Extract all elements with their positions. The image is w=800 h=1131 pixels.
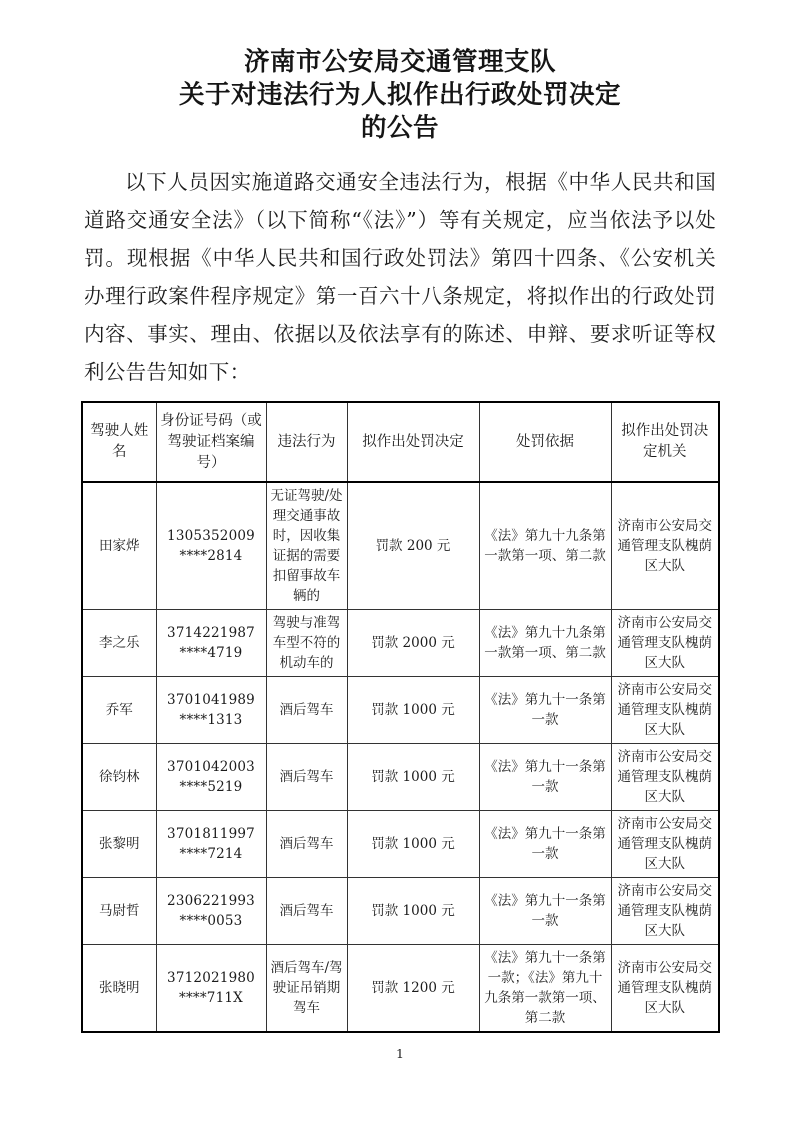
cell-organ: 济南市公安局交通管理支队槐荫区大队 bbox=[611, 677, 719, 744]
column-header-basis: 处罚依据 bbox=[479, 402, 611, 482]
cell-name: 马尉哲 bbox=[82, 878, 156, 945]
table-row bbox=[82, 878, 719, 945]
table-row bbox=[82, 945, 719, 1033]
cell-violation: 酒后驾车 bbox=[266, 811, 347, 878]
cell-organ: 济南市公安局交通管理支队槐荫区大队 bbox=[611, 945, 719, 1033]
table-row bbox=[82, 610, 719, 677]
document-title bbox=[0, 0, 800, 145]
cell-id-part1: 3701811997 bbox=[167, 826, 255, 842]
cell-id bbox=[156, 878, 266, 945]
violations-table bbox=[81, 401, 720, 1033]
cell-violation: 酒后驾车 bbox=[266, 878, 347, 945]
cell-basis: 《法》第九十一条第一款 bbox=[479, 878, 611, 945]
cell-name: 田家烨 bbox=[82, 482, 156, 610]
table-row bbox=[82, 744, 719, 811]
cell-id-part1: 1305352009 bbox=[167, 528, 255, 544]
cell-organ: 济南市公安局交通管理支队槐荫区大队 bbox=[611, 744, 719, 811]
cell-violation: 酒后驾车 bbox=[266, 677, 347, 744]
cell-decision: 罚款 1200 元 bbox=[347, 945, 479, 1033]
cell-decision: 罚款 1000 元 bbox=[347, 744, 479, 811]
cell-id bbox=[156, 811, 266, 878]
cell-id-part2: ****4719 bbox=[179, 645, 243, 661]
cell-name: 张晓明 bbox=[82, 945, 156, 1033]
table-row bbox=[82, 811, 719, 878]
page-number: 1 bbox=[396, 1046, 404, 1061]
table-row bbox=[82, 482, 719, 610]
cell-id-part2: ****1313 bbox=[179, 712, 243, 728]
table-body bbox=[82, 482, 719, 1032]
cell-id-part2: ****711X bbox=[179, 990, 243, 1006]
cell-id-part1: 2306221993 bbox=[167, 893, 255, 909]
table-header bbox=[82, 402, 719, 482]
body-paragraph: 以下人员因实施道路交通安全违法行为，根据《中华人民共和国道路交通安全法》（以下简称“《法》”）等有关规定，应当依法予以处罚。现根据《中华人民共和国行政处罚法》第四十四条、《公安机关办理行政案件程序规定》第一百六十八条规定，将拟作出的行政处罚内容、事实、理由、依据以及依法享有的陈述、申辩、要求听证等权利公告告知如下： bbox=[84, 170, 716, 384]
violations-table-wrapper bbox=[81, 401, 718, 1033]
cell-violation: 无证驾驶/处理交通事故时，因收集证据的需要扣留事故车辆的 bbox=[266, 482, 347, 610]
cell-id bbox=[156, 482, 266, 610]
cell-decision: 罚款 1000 元 bbox=[347, 677, 479, 744]
cell-id-part1: 3714221987 bbox=[167, 625, 255, 641]
cell-id-part2: ****0053 bbox=[179, 913, 243, 929]
column-header-organ: 拟作出处罚决定机关 bbox=[611, 402, 719, 482]
cell-organ: 济南市公安局交通管理支队槐荫区大队 bbox=[611, 610, 719, 677]
cell-basis: 《法》第九十一条第一款 bbox=[479, 811, 611, 878]
table-row bbox=[82, 677, 719, 744]
cell-violation: 酒后驾车 bbox=[266, 744, 347, 811]
table-header-row bbox=[82, 402, 719, 482]
cell-organ: 济南市公安局交通管理支队槐荫区大队 bbox=[611, 811, 719, 878]
cell-id bbox=[156, 677, 266, 744]
cell-organ: 济南市公安局交通管理支队槐荫区大队 bbox=[611, 878, 719, 945]
cell-name: 李之乐 bbox=[82, 610, 156, 677]
cell-id-part2: ****5219 bbox=[179, 779, 243, 795]
cell-decision: 罚款 2000 元 bbox=[347, 610, 479, 677]
cell-id-part2: ****2814 bbox=[179, 548, 243, 564]
cell-basis: 《法》第九十一条第一款 bbox=[479, 677, 611, 744]
cell-id-part1: 3701041989 bbox=[167, 692, 255, 708]
cell-basis: 《法》第九十九条第一款第一项、第二款 bbox=[479, 610, 611, 677]
cell-name: 张黎明 bbox=[82, 811, 156, 878]
cell-name: 乔军 bbox=[82, 677, 156, 744]
cell-violation: 驾驶与准驾车型不符的机动车的 bbox=[266, 610, 347, 677]
cell-violation: 酒后驾车/驾驶证吊销期驾车 bbox=[266, 945, 347, 1033]
cell-decision: 罚款 1000 元 bbox=[347, 878, 479, 945]
cell-id-part2: ****7214 bbox=[179, 846, 243, 862]
column-header-violation: 违法行为 bbox=[266, 402, 347, 482]
column-header-name: 驾驶人姓名 bbox=[82, 402, 156, 482]
title-line-3: 的公告 bbox=[360, 113, 439, 143]
column-header-decision: 拟作出处罚决定 bbox=[347, 402, 479, 482]
cell-basis: 《法》第九十一条第一款 bbox=[479, 744, 611, 811]
cell-id-part1: 3712021980 bbox=[167, 970, 255, 986]
cell-name: 徐钧林 bbox=[82, 744, 156, 811]
title-line-2: 关于对违法行为人拟作出行政处罚决定 bbox=[178, 80, 621, 110]
cell-id bbox=[156, 744, 266, 811]
cell-basis: 《法》第九十一条第一款；《法》第九十九条第一款第一项、第二款 bbox=[479, 945, 611, 1033]
cell-decision: 罚款 1000 元 bbox=[347, 811, 479, 878]
cell-organ: 济南市公安局交通管理支队槐荫区大队 bbox=[611, 482, 719, 610]
column-header-id: 身份证号码（或驾驶证档案编号） bbox=[156, 402, 266, 482]
cell-decision: 罚款 200 元 bbox=[347, 482, 479, 610]
cell-id-part1: 3701042003 bbox=[167, 759, 255, 775]
cell-basis: 《法》第九十九条第一款第一项、第二款 bbox=[479, 482, 611, 610]
cell-id bbox=[156, 610, 266, 677]
title-line-1: 济南市公安局交通管理支队 bbox=[243, 47, 556, 77]
cell-id bbox=[156, 945, 266, 1033]
